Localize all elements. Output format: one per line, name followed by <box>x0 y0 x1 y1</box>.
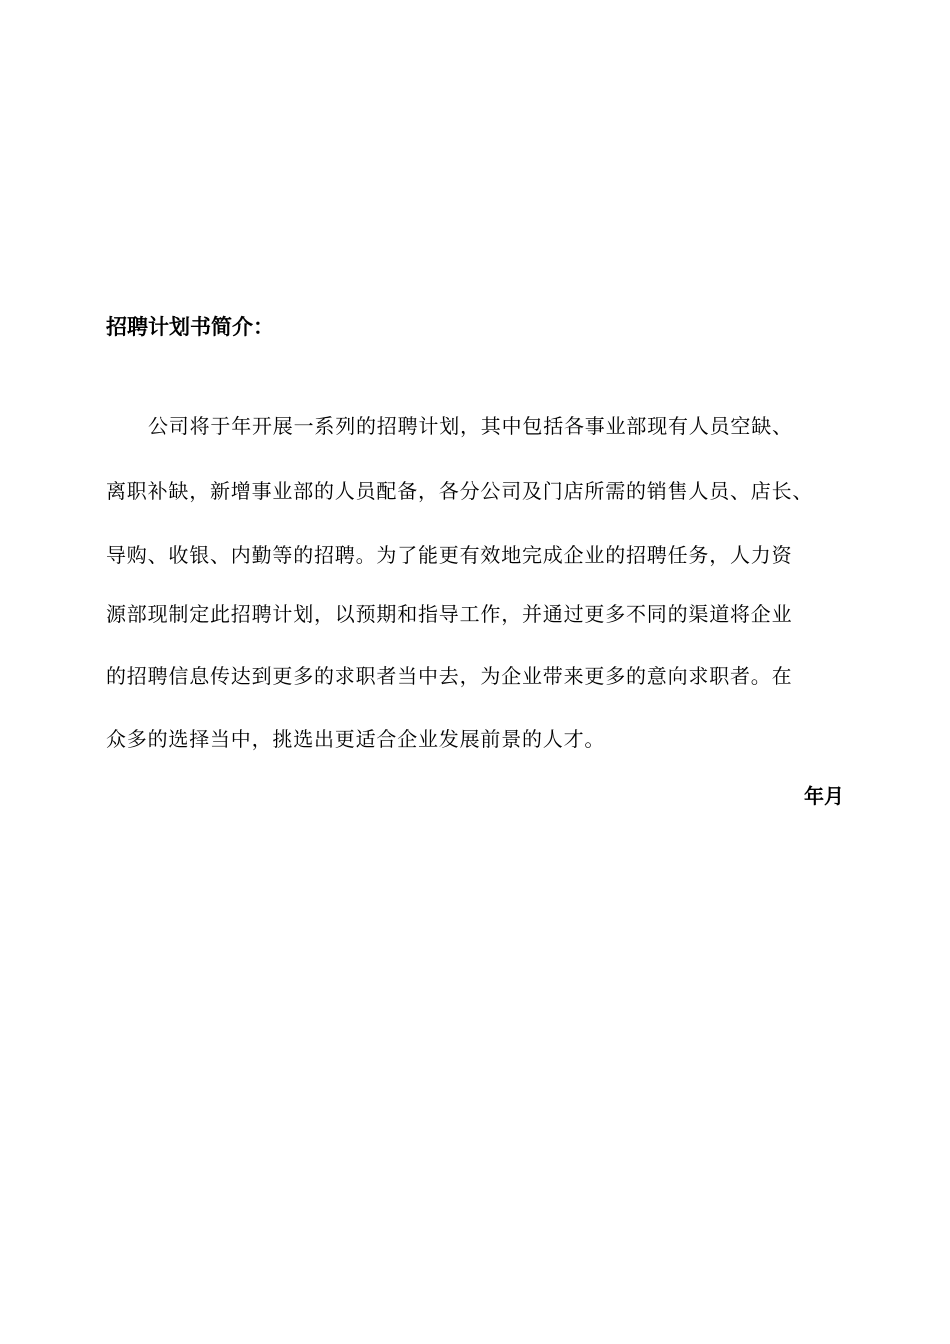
body-line-4: 源部现制定此招聘计划，以预期和指导工作，并通过更多不同的渠道将企业 <box>106 602 793 626</box>
document-title: 招聘计划书简介： <box>106 315 274 339</box>
body-line-6: 众多的选择当中，挑选出更适合企业发展前景的人才。 <box>106 727 606 751</box>
body-line-5: 的招聘信息传达到更多的求职者当中去，为企业带来更多的意向求职者。在 <box>106 664 793 688</box>
document-date: 年月 <box>804 784 844 808</box>
body-line-1: 公司将于年开展一系列的招聘计划，其中包括各事业部现有人员空缺、 <box>148 414 793 438</box>
body-line-3: 导购、收银、内勤等的招聘。为了能更有效地完成企业的招聘任务，人力资 <box>106 543 793 567</box>
body-line-2: 离职补缺，新增事业部的人员配备，各分公司及门店所需的销售人员、店长、 <box>106 479 814 503</box>
